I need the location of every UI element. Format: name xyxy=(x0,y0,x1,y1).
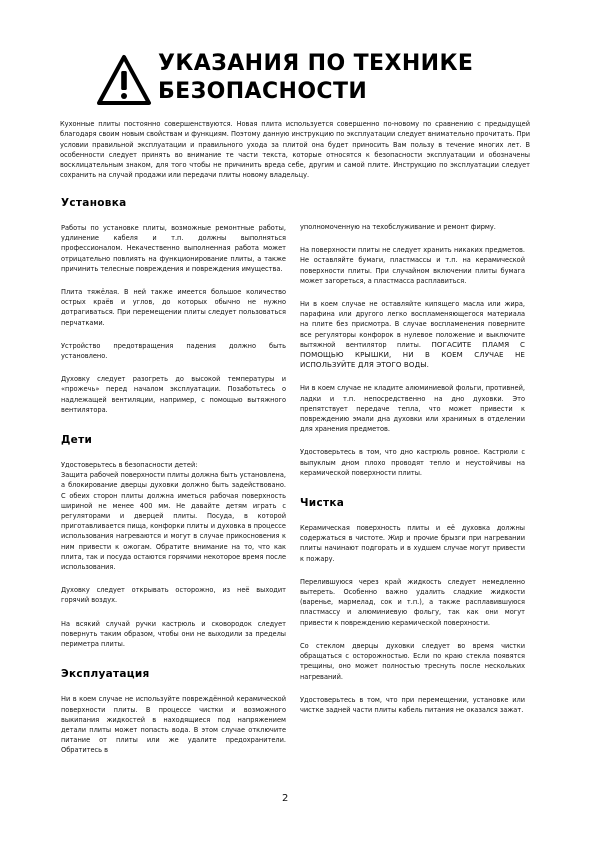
page-number: 2 xyxy=(282,793,289,804)
operation-paragraph-5: Ни в коем случае не кладите алюминиевой фольги, противней, ладки и т.п. непосредственно на дно духовки. Это препятствует передаче тепла, что может привести к повреждению эмали дна духовки или хранимых в отделении для хранения предметов. xyxy=(300,384,525,434)
installation-paragraph-1: Работы по установке плиты, возможные ремонтные работы, удлинение кабеля и т.п. должны выполняться профессионалом. Некачественно выполненная работа может отрицательно повлиять на функционирование плиты, а также причинить телесные повреждения и повреждения имущества. xyxy=(61,224,286,273)
cleaning-paragraph-4: Удостоверьтесь в том, что при перемещении, установке или чистке задней части плиты кабель питания не оказался зажат. xyxy=(300,695,525,714)
operation-paragraph-4 xyxy=(300,299,525,370)
right-column xyxy=(300,222,525,728)
operation-paragraph-4-text: Ни в коем случае не оставляйте кипящего масла или жира, парафина или другого легко воспламеняющегося материала на плите без присмотра. В случае воспламенения поверните все регуляторы конфорок в нулевое положение и выключите вытяжной вентилятор плиты. xyxy=(300,300,525,349)
section-title-cleaning: Чистка xyxy=(300,497,345,510)
cleaning-paragraph-1: Керамическая поверхность плиты и её духовка должны содержаться в чистоте. Жир и прочие брызги при нагревании плиты начинают подгорать и в худшем случае могут привести к пожару. xyxy=(300,524,525,563)
operation-paragraph-6: Удостоверьтесь в том, что дно кастрюль ровное. Кастрюли с выпуклым дном плохо проводят тепло и неустойчивы на керамической поверхности плиты. xyxy=(300,448,525,477)
left-column xyxy=(61,197,286,769)
page-title-line-1: УКАЗАНИЯ ПО ТЕХНИКЕ xyxy=(158,51,474,76)
page-title-line-2: БЕЗОПАСНОСТИ xyxy=(158,79,368,104)
operation-paragraph-3: На поверхности плиты не следует хранить никаких предметов. Не оставляйте бумаги, пластмассы и т.п. на керамической поверхности плиты. При случайном включении плиты бумага может загореться, а пластмасса расплавиться. xyxy=(300,246,525,285)
children-paragraph-1: Удостоверьтесь в безопасности детей: xyxy=(61,461,198,470)
cleaning-paragraph-2: Перелившуюся через край жидкость следует немедленно вытереть. Особенно важно удалить сладкие жидкости (варенье, мармелад, сок и т.п.), а также расплавившуюся пластмассу и алюминиевую фольгу, так как они могут привести к повреждению керамической поверхности. xyxy=(300,577,525,627)
installation-paragraph-4: Духовку следует разогреть до высокой температуры и «прожечь» перед началом эксплуатации. Позаботьтесь о надлежащей вентиляции, например, с помощью вытяжного вентилятора. xyxy=(61,375,286,414)
intro-paragraph: Кухонные плиты постоянно совершенствуются. Новая плита используется совершенно по-новому по сравнению с предыдущей благодаря своим новым свойствам и функциям. Поэтому данную инструкцию по эксплуатации следует внимательно прочитать. При условии правильной эксплуатации и правильного ухода за плитой она будет приносить Вам пользу в течение многих лет. В особенности следует принять во внимание те части текста, которые относятся к безопасности эксплуатации и обозначены восклицательным знаком, для того чтобы не причинить вреда себе, другим и самой плите. Инструкцию по эксплуатации следует сохранить на случай продажи или передачи плиты новому владельцу. xyxy=(60,120,530,180)
fire-warning-text: ПОГАСИТЕ ПЛАМЯ С ПОМОЩЬЮ КРЫШКИ, НИ В КОЕМ СЛУЧАЕ НЕ ИСПОЛЬЗУЙТЕ ДЛЯ ЭТОГО ВОДЫ. xyxy=(300,339,525,370)
installation-paragraph-3: Устройство предотвращения падения должно быть установлено. xyxy=(61,341,286,361)
children-paragraph-2: Защита рабочей поверхности плиты должна быть установлена, а блокирование дверцы духовки должно быть задействовано. С обеих сторон плиты должна иметься рабочая поверхность шириной не менее 400 мм. Не давайте детям играть с регуляторами и дверцей плиты. Посуда, в которой приготавливается пища, конфорки плиты и духовка в процессе использования нагреваются и могут в случае прикосновения к ним привести к ожогам. Обратите внимание на то, что как плита, так и посуда остаются горячими некоторое время после использования. xyxy=(61,471,286,572)
cleaning-paragraph-3: Со стеклом дверцы духовки следует во время чистки обращаться с осторожностью. Если по краю стекла появятся трещины, оно может полностью треснуть после нескольких нагреваний. xyxy=(300,641,525,681)
section-title-operation: Эксплуатация xyxy=(61,668,150,681)
page-header xyxy=(96,50,536,112)
section-title-installation: Установка xyxy=(61,197,127,209)
installation-paragraph-2: Плита тяжёлая. В ней также имеется большое количество острых краёв и углов, до которых обычно не нужно дотрагиваться. При перемещении плиты следует пользоваться перчатками. xyxy=(61,288,286,327)
operation-paragraph-2: уполномоченную на техобслуживание и ремонт фирму. xyxy=(300,223,496,231)
warning-triangle-icon xyxy=(96,54,152,106)
children-paragraph-3: Духовку следует открывать осторожно, из неё выходит горячий воздух. xyxy=(61,586,286,605)
children-paragraph-4: На всякий случай ручки кастрюль и сковородок следует повернуть таким образом, чтобы они не выходили за пределы периметра плиты. xyxy=(61,619,286,649)
page-title xyxy=(158,50,473,106)
section-title-children: Дети xyxy=(61,434,93,447)
operation-paragraph-1: Ни в коем случае не используйте повреждённой керамической поверхности плиты. В процессе чистки и возможного выкипания жидкостей в находящиеся под напряжением детали плиты может попасть вода. В этом случае отключите питание от плиты или же удалите предохранители. Обратитесь в xyxy=(61,695,286,755)
